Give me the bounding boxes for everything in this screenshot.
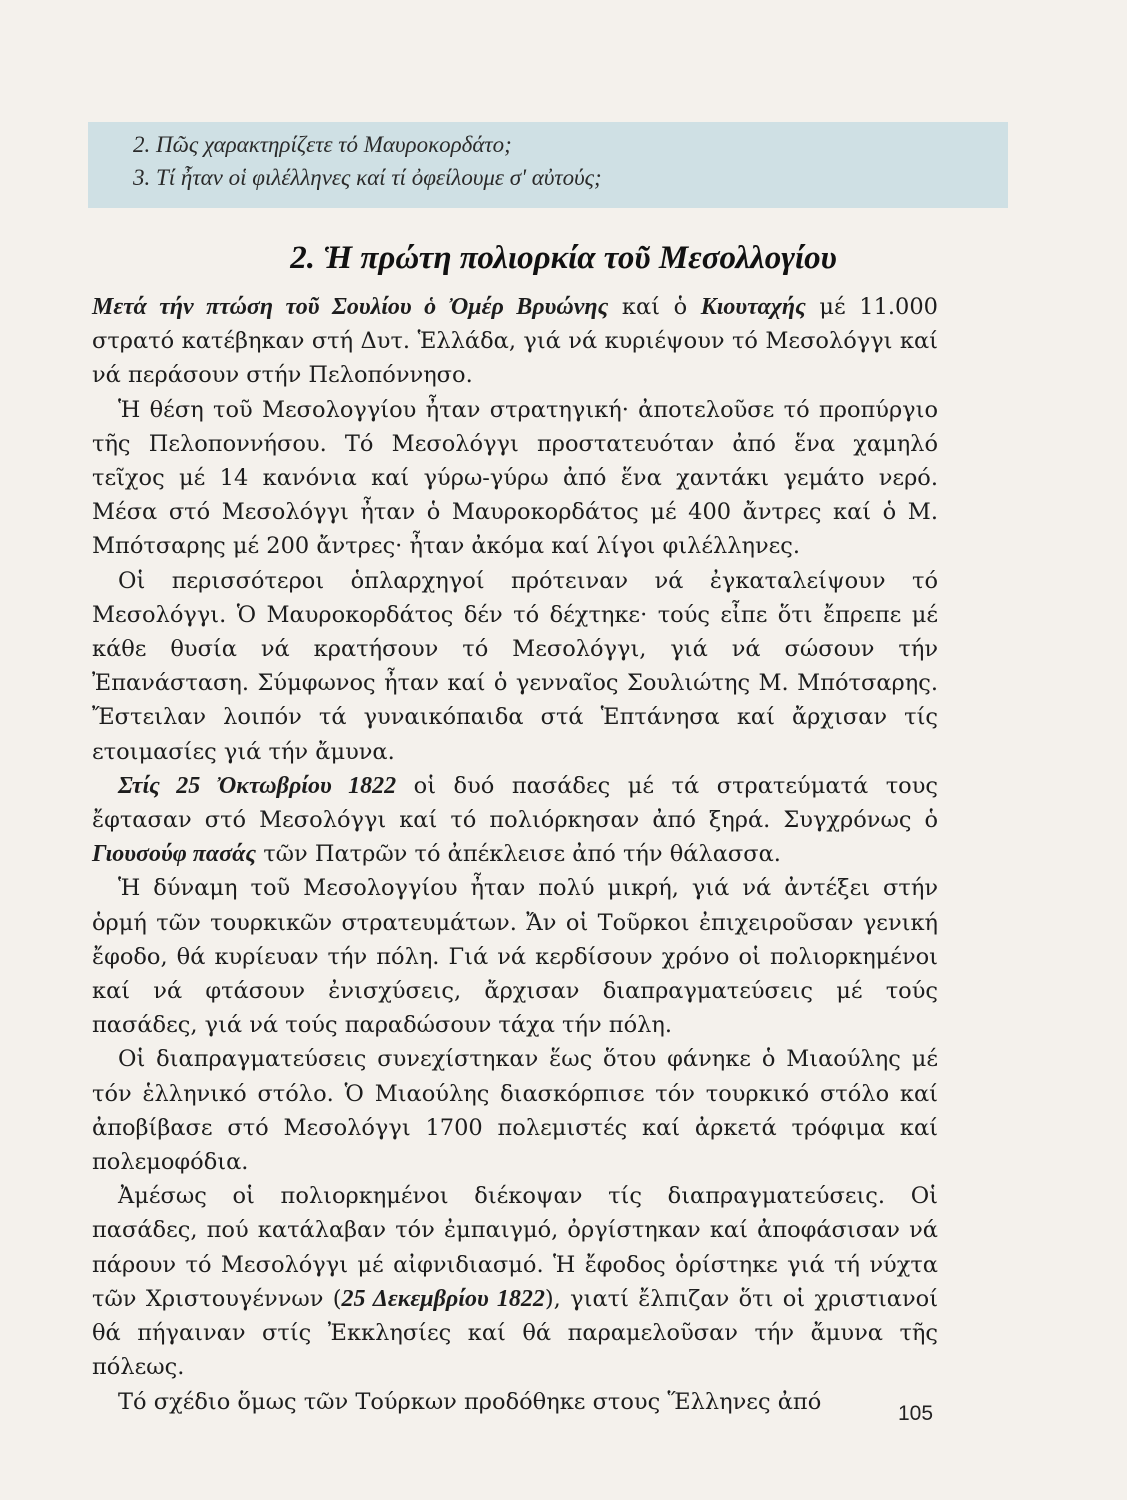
question-3: 3. Τί ἦταν οἱ φιλέλληνες καί τί ὀφείλουμε σ' αὐτούς; [133, 165, 602, 190]
paragraph-4-rest: τῶν Πατρῶν τό ἀπέκλεισε ἀπό τήν θάλασσα. [256, 841, 781, 868]
paragraph-4-name: Γιουσούφ πασάς [92, 841, 257, 868]
paragraph-4-mid: οἱ δυό πασάδες μέ τά στρατεύματά τους ἔφτασαν στό Μεσολόγγι καί τό πολιόρκησαν ἀπό ξηρά. Συγχρόνως ὁ [92, 772, 938, 834]
paragraph-1-rest: μέ 11.000 στρατό κατέβηκαν στή Δυτ. Ἑλλάδα, γιά νά κυριέψουν τό Μεσολόγγι καί νά περάσουν στήν Πελοπόννησο. [92, 294, 938, 389]
paragraph-3: Οἱ περισσότεροι ὁπλαρχηγοί πρότειναν νά ἐγκαταλείψουν τό Μεσολόγγι. Ὁ Μαυροκορδάτος δέν τό δέχτηκε· τούς εἶπε ὅτι ἔπρεπε μέ κάθε θυσία νά κρατήσουν τό Μεσολόγγι, γιά νά σώσουν τήν Ἐπανάσταση. Σύμφωνος ἦταν καί ὁ γενναῖος Σουλιώτης Μ. Μπότσαρης. Ἔστειλαν λοιπόν τά γυναικόπαιδα στά Ἑπτάνησα καί ἄρχισαν τίς ετοιμασίες γιά τήν ἄμυνα. [92, 567, 938, 765]
review-questions-box [88, 122, 1008, 208]
paragraph-1 [92, 290, 938, 393]
paragraph-4-date: Στίς 25 Ὀκτωβρίου 1822 [118, 772, 397, 799]
question-2: 2. Πῶς χαρακτηρίζετε τό Μαυροκορδάτο; [133, 132, 512, 157]
paragraph-7-text: Ἀμέσως οἱ πολιορκημένοι διέκοψαν τίς διαπραγματεύσεις. Οἱ πασάδες, πού κατάλαβαν τόν ἐμπαιγμό, ὀργίστηκαν καί ἀποφάσισαν νά πάρουν τό Μεσολόγγι μέ αἰφνιδιασμό. Ἡ ἔφοδος ὁρίστηκε γιά τή νύχτα τῶν Χριστουγέννων ( [92, 1183, 938, 1312]
paragraph-7-date: 25 Δεκεμβρίου 1822 [341, 1285, 545, 1312]
paragraph-7-rest: ), γιατί ἔλπιζαν ὅτι οἱ χριστιανοί θά πήγαιναν στίς Ἐκκλησίες καί θά παραμελοῦσαν τήν ἄμυνα τῆς πόλεως. [92, 1285, 939, 1381]
paragraph-1-mid: καί ὁ [608, 294, 701, 320]
section-title: 2. Ἡ πρώτη πολιορκία τοῦ Μεσολλογίου [290, 240, 837, 276]
paragraph-8: Τό σχέδιο ὅμως τῶν Τούρκων προδόθηκε στους Ἕλληνες ἀπό [118, 1388, 822, 1415]
body-text [92, 290, 938, 1419]
paragraph-2: Ἡ θέση τοῦ Μεσολογγίου ἦταν στρατηγική· ἀποτελοῦσε τό προπύργιο τῆς Πελοποννήσου. Τό Μεσολόγγι προστατευόταν ἀπό ἕνα χαμηλό τεῖχος μέ 14 κανόνια καί γύρω-γύρω ἀπό ἕνα χαντάκι γεμάτο νερό. Μέσα στό Μεσολόγγι ἦταν ὁ Μαυροκορδάτος μέ 400 ἄντρες καί ὁ Μ. Μπότσαρης μέ 200 ἄντρες· ἦταν ἀκόμα καί λίγοι φιλέλληνες. [92, 396, 938, 560]
paragraph-5: Ἡ δύναμη τοῦ Μεσολογγίου ἦταν πολύ μικρή, γιά νά ἀντέξει στήν ὁρμή τῶν τουρκικῶν στρατευμάτων. Ἄν οἱ Τοῦρκοι ἐπιχειροῦσαν γενική ἔφοδο, θά κυρίευαν τήν πόλη. Γιά νά κερδίσουν χρόνο οἱ πολιορκημένοι καί νά φτάσουν ἐνισχύσεις, ἄρχισαν διαπραγματεύσεις μέ τούς πασάδες, γιά νά τούς παραδώσουν τάχα τήν πόλη. [92, 875, 938, 1039]
paragraph-1-lead: Μετά τήν πτώση τοῦ Σουλίου ὁ Ὀμέρ Βρυώνης [92, 294, 609, 320]
paragraph-1-name: Κιουταχής [700, 294, 806, 320]
paragraph-4 [92, 769, 938, 872]
paragraph-6: Οἱ διαπραγματεύσεις συνεχίστηκαν ἕως ὅτου φάνηκε ὁ Μιαούλης μέ τόν ἑλληνικό στόλο. Ὁ Μιαούλης διασκόρπισε τόν τουρκικό στόλο καί ἀποβίβασε στό Μεσολόγγι 1700 πολεμιστές καί ἀρκετά τρόφιμα καί πολεμοφόδια. [92, 1046, 938, 1176]
page-number: 105 [898, 1402, 934, 1425]
paragraph-7 [92, 1179, 938, 1384]
